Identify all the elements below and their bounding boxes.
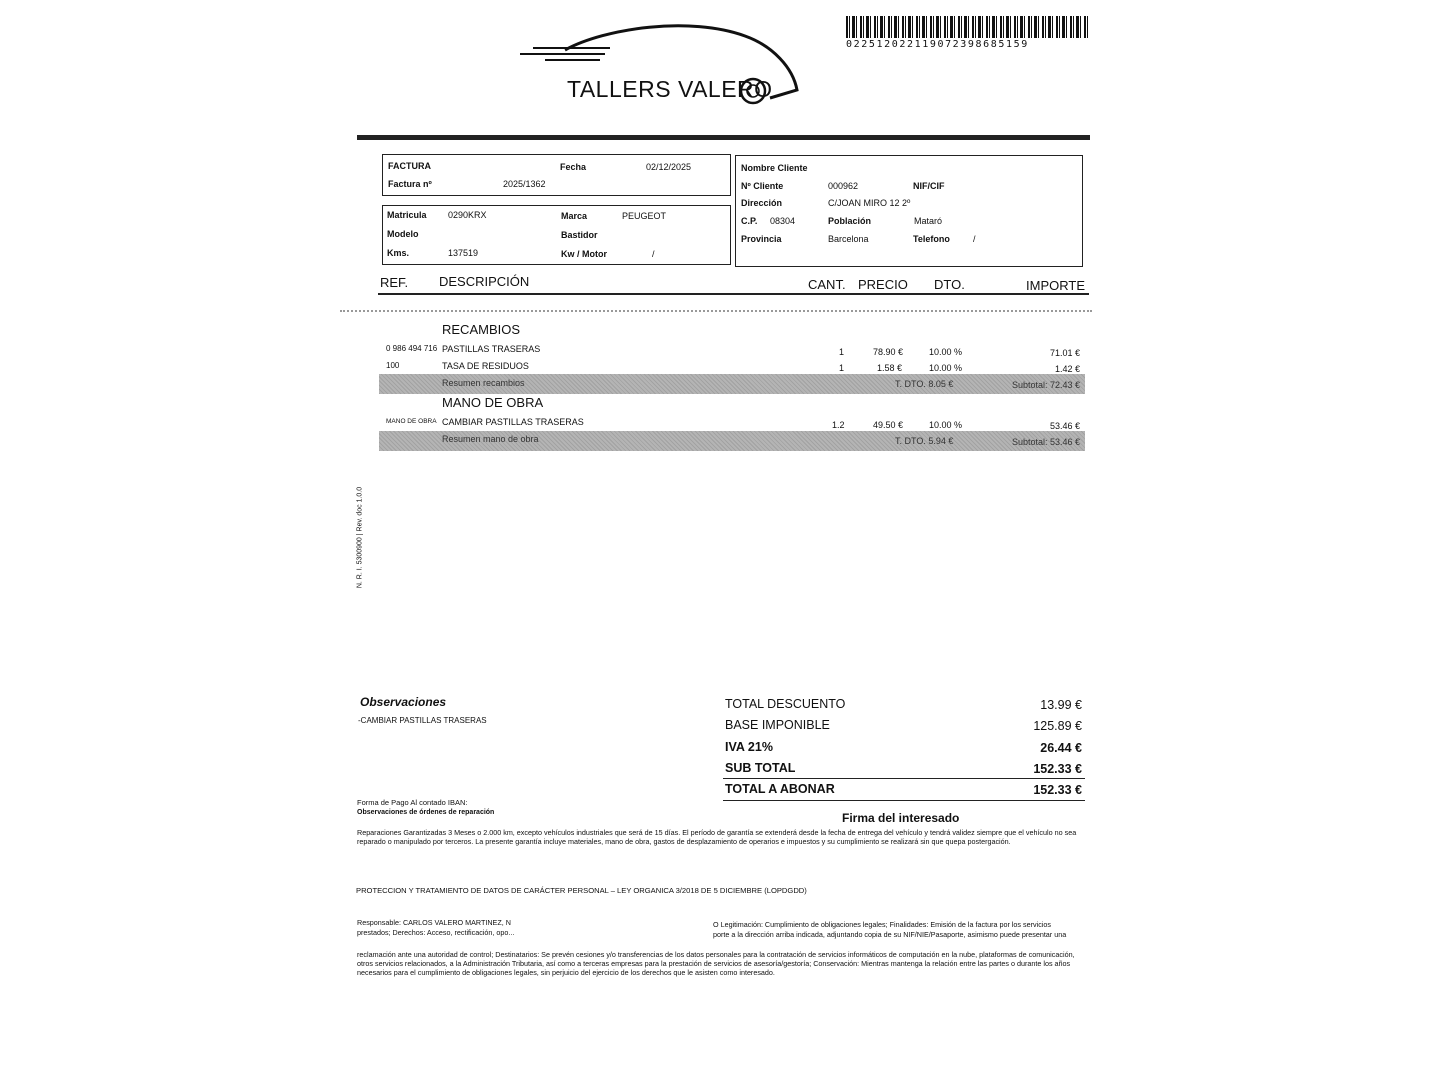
row-cant: 1.2 (832, 420, 845, 430)
row-cant: 1 (839, 363, 845, 373)
firma-label: Firma del interesado (842, 811, 960, 825)
base-imponible-value: 125.89 € (1033, 719, 1082, 733)
row-importe: 53.46 € (1049, 421, 1080, 431)
nombre-cliente-label: Nombre Cliente (741, 163, 808, 173)
poblacion-value: Mataró (914, 216, 943, 226)
kw-value: / (652, 249, 655, 259)
sub-total-value: 152.33 € (1033, 762, 1082, 776)
base-imponible-label: BASE IMPONIBLE (725, 718, 830, 732)
telefono-value: / (973, 234, 976, 244)
kms-label: Kms. (387, 248, 410, 258)
forma-pago: Forma de Pago Al contado IBAN: (357, 798, 468, 807)
fecha-label: Fecha (560, 162, 587, 172)
nif-label: NIF/CIF (913, 181, 945, 191)
num-cliente-value: 000962 (828, 181, 859, 191)
section-title-recambios: RECAMBIOS (442, 322, 521, 337)
row-ref: 0 986 494 716 (386, 344, 438, 353)
summary-dto: T. DTO. 5.94 € (895, 436, 954, 446)
modelo-label: Modelo (387, 229, 419, 239)
barcode-number: 02251202211907239868515​9 (846, 39, 1029, 50)
fecha-value: 02/12/2025 (646, 162, 692, 172)
col-importe: IMPORTE (1026, 278, 1085, 293)
kms-value: 137519 (448, 248, 479, 258)
total-abonar-value: 152.33 € (1033, 783, 1082, 797)
derechos-text: prestados; Derechos: Acceso, rectificación, opo... (357, 928, 515, 937)
col-desc: DESCRIPCIÓN (439, 274, 530, 289)
col-cant: CANT. (808, 277, 846, 292)
row-importe: 71.01 € (1049, 348, 1080, 358)
derechos-text-2: porte a la dirección arriba indicada, adjuntando copia de su NIF/NIE/Pasaporte, asimismo puede presentar una (713, 930, 1067, 939)
totals-bottom-rule (723, 800, 1085, 801)
observaciones-text: -CAMBIAR PASTILLAS TRASERAS (358, 716, 487, 725)
vehicle-box (382, 205, 731, 265)
bastidor-label: Bastidor (561, 230, 598, 240)
col-ref: REF. (380, 275, 409, 290)
totals-divider (723, 778, 1085, 779)
num-cliente-label: Nº Cliente (741, 181, 784, 191)
responsable-text: Responsable: CARLOS VALERO MARTINEZ, N (357, 918, 511, 927)
cp-value: 08304 (770, 216, 796, 226)
direccion-value: C/JOAN MIRO 12 2º (828, 198, 911, 208)
telefono-label: Telefono (913, 234, 950, 244)
reclamacion-text: reclamación ante una autoridad de control; Destinatarios: Se prevén cesiones y/o transferencias de los datos personales para la contratación de servicios informáticos de computación en la nube, plataformas de comunicación, otros servicios relacionados, a la Administración Tributaria, así como a terceras empresas para la prestación de servicios de asesoría/gestoría; Conservación: Mientras mantenga la relación entre las partes o durante los años necesarios para el cumplimiento de obligaciones legales, sin perjuicio del ejercicio de los derechos que le asisten como interesado. (357, 950, 1075, 977)
total-descuento-label: TOTAL DESCUENTO (725, 697, 846, 711)
row-ref: 100 (386, 361, 400, 370)
summary-subtotal: Subtotal: 72.43 € (1011, 380, 1080, 390)
matricula-label: Matricula (387, 210, 427, 220)
provincia-label: Provincia (741, 234, 782, 244)
col-dto: DTO. (934, 277, 965, 292)
dotted-separator (340, 310, 1092, 315)
row-cant: 1 (839, 347, 845, 357)
cp-label: C.P. (741, 216, 758, 226)
provincia-value: Barcelona (828, 234, 869, 244)
factura-num-value: 2025/1362 (503, 179, 546, 189)
summary-label: Resumen recambios (442, 378, 525, 388)
factura-num-label: Factura nº (388, 179, 432, 189)
sub-total-label: SUB TOTAL (725, 761, 796, 775)
row-importe: 1.42 € (1054, 364, 1080, 374)
row-precio: 78.90 € (873, 347, 904, 357)
header-rule (357, 135, 1090, 140)
iva-value: 26.44 € (1040, 741, 1082, 755)
poblacion-label: Población (828, 216, 872, 226)
observaciones-title: Observaciones (360, 695, 447, 709)
factura-label: FACTURA (388, 161, 431, 171)
row-precio: 1.58 € (877, 363, 903, 373)
brand-logo-text: TALLERS VALERO (567, 76, 773, 102)
garantia-text: Reparaciones Garantizadas 3 Meses o 2.000 km, excepto vehículos industriales que será de 15 días. El período de garantía se extenderá desde la fecha de entrega del vehículo y tendrá validez siempre que el vehículo no sea reparado o manipulado por terceros. La presente garantía incluye materiales, mano de obra, gastos de desplazamiento de operarios e impuestos y su cumplimiento se realizará sin que quepa postergación. (357, 828, 1077, 846)
kw-label: Kw / Motor (561, 249, 607, 259)
row-desc: TASA DE RESIDUOS (442, 361, 529, 371)
header-underline (378, 293, 1089, 295)
row-desc: PASTILLAS TRASERAS (442, 344, 541, 354)
row-dto: 10.00 % (929, 420, 963, 430)
observaciones-ordenes: Observaciones de órdenes de reparación (357, 809, 495, 816)
matricula-value: 0290KRX (448, 210, 487, 220)
total-descuento-value: 13.99 € (1040, 698, 1082, 712)
direccion-label: Dirección (741, 198, 783, 208)
summary-subtotal: Subtotal: 53.46 € (1011, 437, 1080, 447)
legitimacion-text: O Legitimación: Cumplimiento de obligaciones legales; Finalidades: Emisión de la factura por los servicios (713, 920, 1051, 929)
row-dto: 10.00 % (929, 347, 963, 357)
marca-label: Marca (561, 211, 588, 221)
col-precio: PRECIO (858, 277, 908, 292)
total-abonar-label: TOTAL A ABONAR (725, 782, 835, 796)
row-precio: 49.50 € (873, 420, 904, 430)
row-desc: CAMBIAR PASTILLAS TRASERAS (442, 417, 584, 427)
proteccion-datos-title: PROTECCION Y TRATAMIENTO DE DATOS DE CARÁCTER PERSONAL – LEY ORGANICA 3/2018 DE 5 DICIEMBRE (LOPDGDD) (356, 886, 807, 895)
summary-dto: T. DTO. 8.05 € (895, 379, 954, 389)
summary-label: Resumen mano de obra (442, 434, 539, 444)
row-ref: MANO DE OBRA (386, 418, 437, 425)
row-dto: 10.00 % (929, 363, 963, 373)
side-reference-text: N. R. I. 5300900 | Rev. doc 1.0.0 (356, 486, 364, 589)
barcode (846, 16, 1090, 38)
section-title-mano-obra: MANO DE OBRA (442, 395, 544, 410)
marca-value: PEUGEOT (622, 211, 667, 221)
iva-label: IVA 21% (725, 740, 773, 754)
invoice-box (382, 154, 731, 196)
